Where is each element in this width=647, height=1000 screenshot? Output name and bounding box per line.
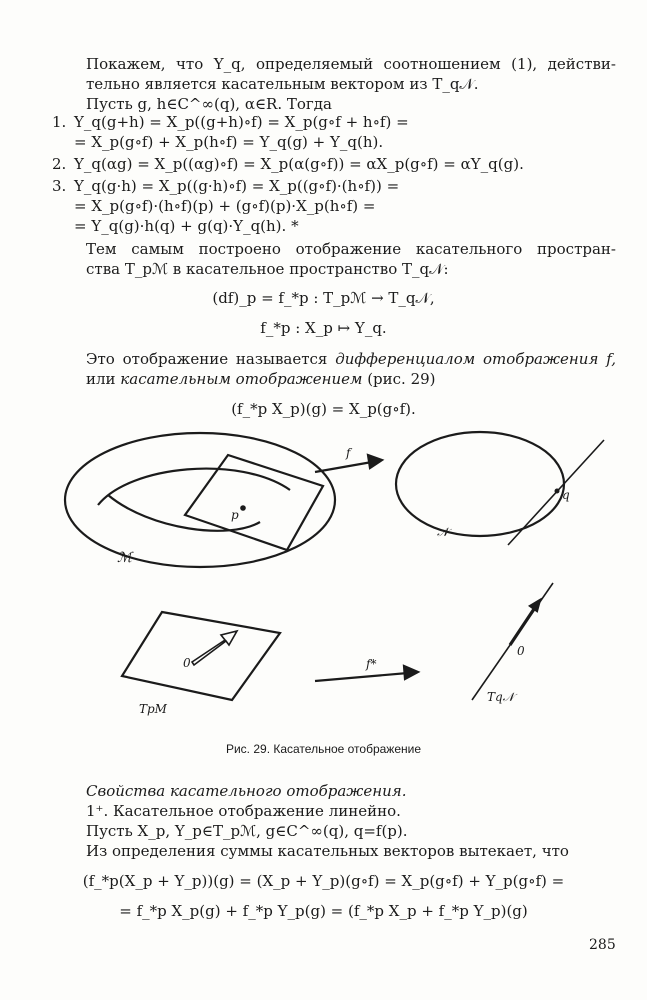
term-tangent-map: касательным отображением: [120, 370, 363, 388]
paragraph-2-line-2: ства T_pℳ в касательное пространство T_q𝒩:: [86, 260, 449, 278]
item-1-line-2: = X_p(g∘f) + X_p(h∘f) = Y_q(g) + Y_q(h).: [74, 133, 384, 151]
label-n: 𝒩: [437, 525, 449, 539]
item-3-line-2: = X_p(g∘f)·(h∘f)(p) + (g∘f)(p)·X_p(h∘f) =: [74, 197, 376, 215]
page-number: 285: [589, 937, 616, 953]
vector-xp: [192, 631, 237, 665]
item-number: 1.: [52, 113, 67, 131]
text-line-2: тельно является касательным вектором из T_q𝒩.: [86, 75, 479, 93]
text-line-3: Пусть g, h∈C^∞(q), α∈R. Тогда: [86, 95, 332, 113]
point-q: [555, 489, 560, 494]
term-differential: дифференциалом отображения f,: [335, 350, 616, 368]
item-number: 3.: [52, 177, 67, 195]
equation-definition: (f_*p X_p)(g) = X_p(g∘f).: [231, 400, 416, 418]
paragraph-2-line-1: Тем самым построено отображение касательного простран-: [86, 240, 616, 258]
label-origin-tqn: 0: [517, 644, 525, 658]
label-q: q: [562, 488, 570, 502]
item-number: 2.: [52, 155, 67, 173]
label-f: f: [346, 446, 351, 460]
label-fstar: f*: [366, 657, 377, 671]
equation-mapping: f_*p : X_p ↦ Y_q.: [260, 319, 387, 337]
point-p: [240, 505, 246, 511]
label-origin-tpm: 0: [183, 656, 191, 670]
label-tqn: Tq𝒩: [487, 690, 515, 704]
arrow-f-head: [368, 455, 382, 468]
torus-outer: [65, 433, 335, 567]
vector-yq: [510, 606, 536, 645]
equation-differential: (df)_p = f_*p : T_pℳ → T_q𝒩,: [212, 289, 435, 307]
label-m: ℳ: [117, 550, 132, 566]
vector-yq-head: [530, 600, 540, 611]
figure-caption: Рис. 29. Касательное отображение: [225, 742, 422, 756]
arrow-fstar-head: [404, 666, 418, 679]
property-assumption: Пусть X_p, Y_p∈T_pℳ, g∈C^∞(q), q=f(p).: [86, 822, 408, 840]
equation-linearity-2: = f_*p X_p(g) + f_*p Y_p(g) = (f_*p X_p + f_*p Y_p)(g): [119, 902, 528, 920]
item-expr: Y_q(g+h) = X_p((g+h)∘f) = X_p(g∘f + h∘f) =: [74, 113, 409, 131]
property-1: 1⁺. Касательное отображение линейно.: [86, 802, 401, 820]
section-title: [86, 782, 406, 800]
property-derivation-intro: Из определения суммы касательных векторов вытекает, что: [86, 842, 569, 860]
arrow-f: [315, 462, 372, 472]
figure-reference: (рис. 29): [362, 370, 436, 388]
section-title-text: Свойства касательного отображения.: [86, 782, 407, 800]
label-tpm: TpM: [139, 702, 167, 716]
text-line-1: Покажем, что Y_q, определяемый соотношением (1), действи-: [86, 55, 616, 73]
item-expr: Y_q(g·h) = X_p((g·h)∘f) = X_p((g∘f)·(h∘f)) =: [74, 177, 400, 195]
item-3-line-3: = Y_q(g)·h(q) + g(q)·Y_q(h). *: [74, 217, 299, 235]
arrow-fstar: [315, 673, 408, 681]
paragraph-3-text: или: [86, 370, 121, 388]
paragraph-3-text: Это отображение называется: [86, 350, 336, 368]
equation-linearity-1: (f_*p(X_p + Y_p))(g) = (X_p + Y_p)(g∘f) = X_p(g∘f) + Y_p(g∘f) =: [82, 872, 565, 890]
torus-inner-upper: [98, 469, 290, 505]
label-p: p: [231, 508, 239, 522]
manifold-n: [396, 432, 564, 536]
item-expr: Y_q(αg) = X_p((αg)∘f) = X_p(α(g∘f)) = αX_p(g∘f) = αY_q(g).: [74, 155, 524, 173]
